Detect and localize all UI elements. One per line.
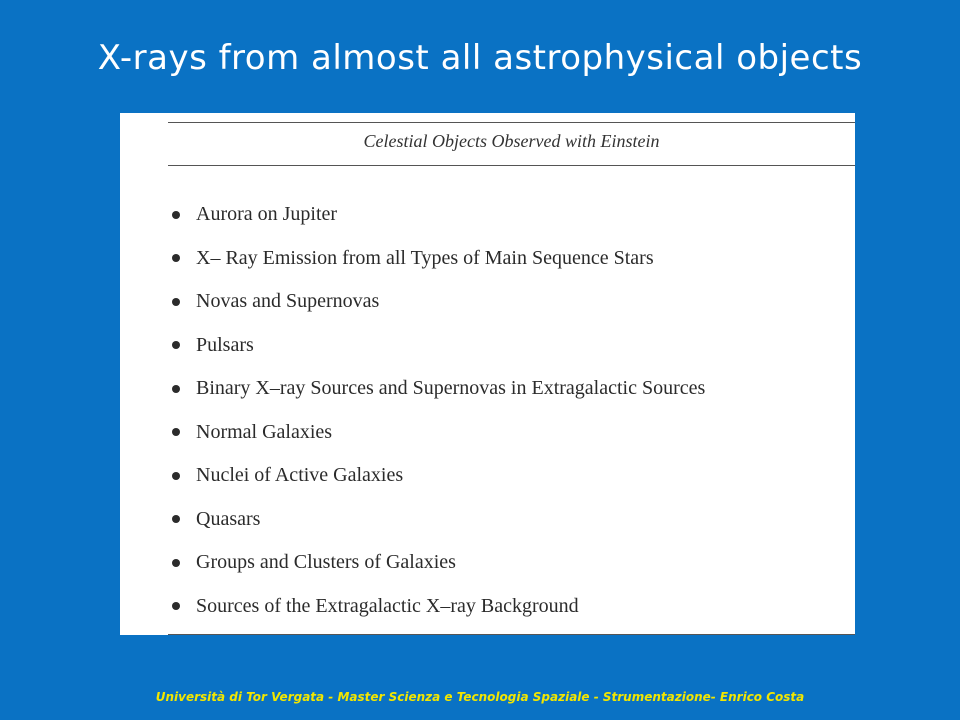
list-item [168,237,705,281]
list-item [168,280,705,324]
list-item [168,324,705,368]
list-item-label: X– Ray Emission from all Types of Main Sequence Stars [196,246,654,269]
list-item [168,454,705,498]
table-image [120,113,855,635]
bullet-icon [172,385,180,393]
list-item [168,411,705,455]
list-item-label: Pulsars [196,333,254,356]
bullet-icon [172,515,180,523]
heading-rule [168,165,855,166]
list-item [168,498,705,542]
bullet-icon [172,254,180,262]
bullet-icon [172,211,180,219]
list-item-label: Aurora on Jupiter [196,203,338,226]
top-rule [168,122,855,123]
list-item-label: Sources of the Extragalactic X–ray Background [196,594,579,617]
bullet-icon [172,472,180,480]
list-item-label: Normal Galaxies [196,420,333,443]
list-item [168,585,705,629]
slide-title: X-rays from almost all astrophysical objects [97,38,863,78]
bullet-icon [172,559,180,567]
table-heading: Celestial Objects Observed with Einstein [363,131,660,151]
bullet-icon [172,298,180,306]
list-item [168,367,705,411]
bullet-icon [172,428,180,436]
bottom-rule [168,634,855,635]
footer-credit: Università di Tor Vergata - Master Scienza e Tecnologia Spaziale - Strumentazione- Enrico Costa [155,690,805,704]
bullet-icon [172,602,180,610]
list-item-label: Binary X–ray Sources and Supernovas in Extragalactic Sources [196,377,706,400]
list-item [168,541,705,585]
list-item-label: Novas and Supernovas [196,290,380,313]
list-item-label: Nuclei of Active Galaxies [196,464,404,487]
bullet-icon [172,341,180,349]
celestial-objects-list [168,193,705,628]
list-item-label: Quasars [196,507,261,530]
list-item-label: Groups and Clusters of Galaxies [196,551,456,574]
list-item [168,193,705,237]
